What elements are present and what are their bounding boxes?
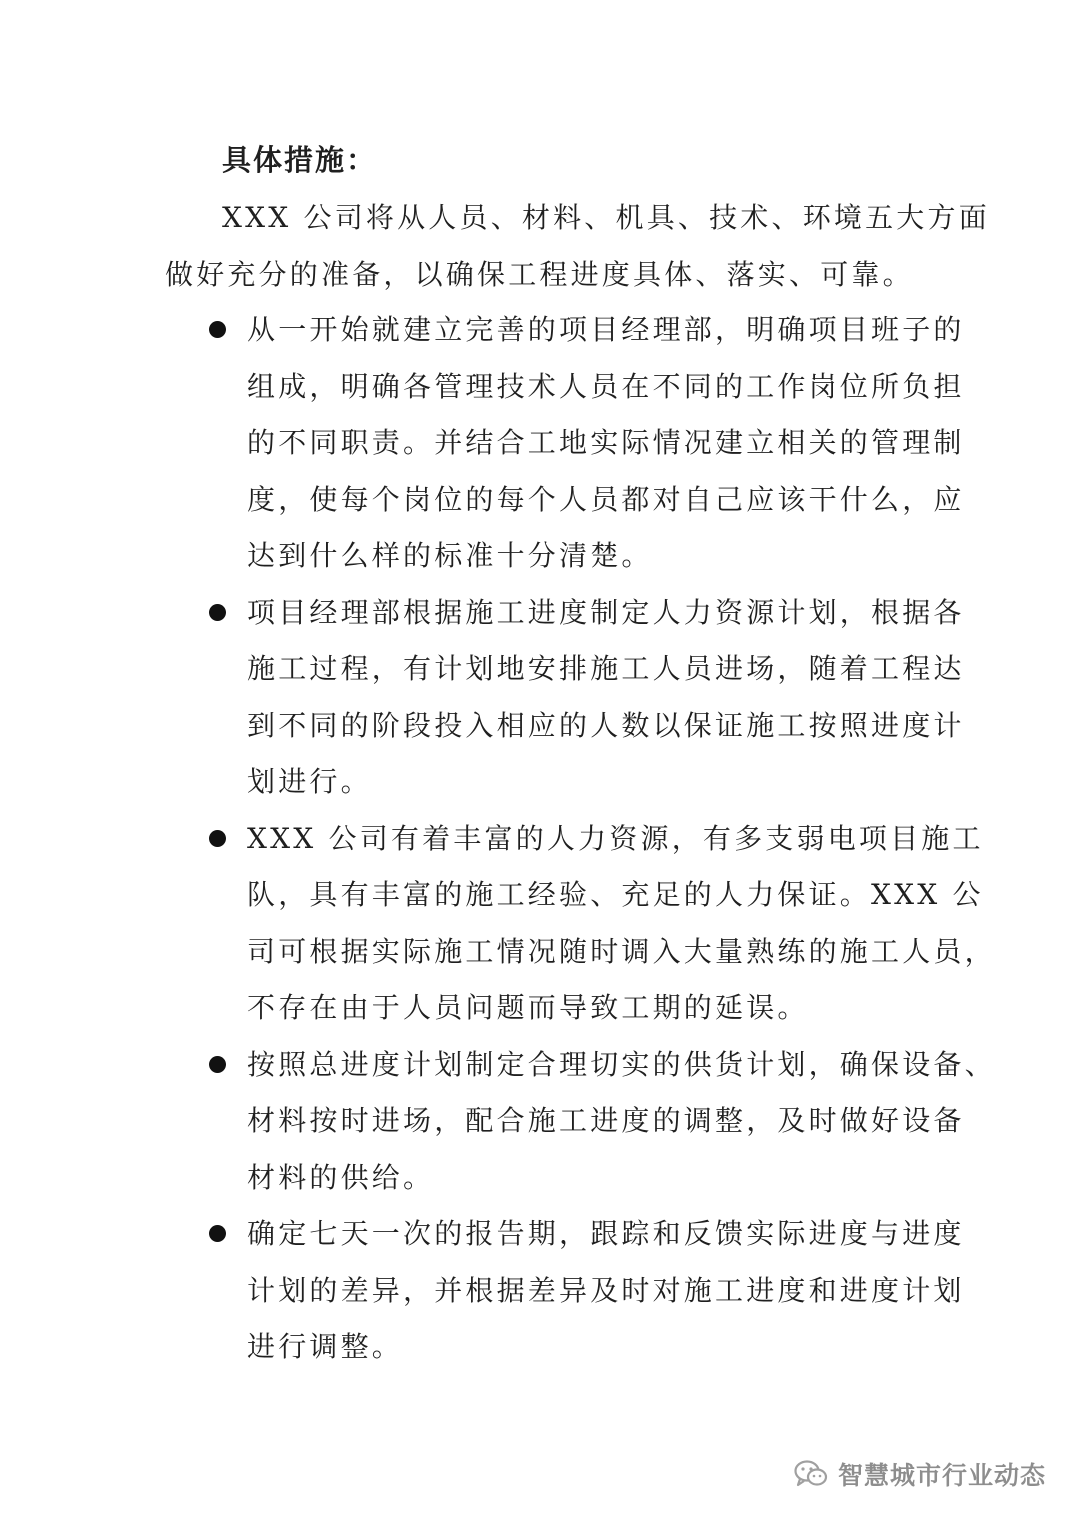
intro-line: XXX 公司将从人员、材料、机具、技术、环境五大方面 [222,201,990,234]
wechat-icon [794,1460,828,1488]
list-item-line: 组成，明确各管理技术人员在不同的工作岗位所负担 [247,369,965,403]
list-item-text [247,585,965,811]
list-item [205,811,996,1037]
list-item-line: XXX 公司有着丰富的人力资源，有多支弱电项目施工 [247,821,984,855]
intro-line: 做好充分的准备，以确保工程进度具体、落实、可靠。 [165,257,914,291]
list-item-line: 的不同职责。并结合工地实际情况建立相关的管理制 [247,426,965,459]
list-item [205,1037,996,1207]
list-item-text [247,1037,996,1207]
list-item-line: 度，使每个岗位的每个人员都对自己应该干什么，应 [247,482,965,516]
list-item-line: 材料按时进场，配合施工进度的调整，及时做好设备 [247,1104,965,1137]
list-item-line: 队，具有丰富的施工经验、充足的人力保证。XXX 公 [247,878,984,911]
list-item-line: 进行调整。 [247,1330,404,1363]
bullet-dot-icon [209,1056,226,1073]
list-item [205,585,965,811]
list-item-text [247,1206,965,1376]
list-item [205,302,965,585]
list-item-line: 施工过程，有计划地安排施工人员进场，随着工程达 [247,652,965,685]
intro-paragraph [165,190,990,303]
section-heading: 具体措施： [222,143,378,177]
list-item-line: 到不同的阶段投入相应的人数以保证施工按照进度计 [247,708,965,742]
bullet-dot-icon [209,1225,226,1242]
list-item-line: 材料的供给。 [247,1160,435,1194]
bullet-dot-icon [209,830,226,847]
list-item-line: 项目经理部根据施工进度制定人力资源计划，根据各 [247,595,965,629]
list-item-line: 按照总进度计划制定合理切实的供货计划，确保设备、 [247,1047,996,1081]
watermark-text: 智慧城市行业动态 [837,1461,1046,1490]
list-item-text [247,302,965,585]
list-item-line: 计划的差异，并根据差异及时对施工进度和进度计划 [247,1273,965,1307]
wechat-watermark [794,1456,1046,1492]
measures-list [205,302,996,1376]
list-item [205,1206,965,1376]
list-item-line: 不存在由于人员问题而导致工期的延误。 [247,991,809,1024]
list-item-line: 达到什么样的标准十分清楚。 [247,539,653,572]
list-item-line: 确定七天一次的报告期，跟踪和反馈实际进度与进度 [247,1217,965,1250]
bullet-dot-icon [209,321,226,338]
bullet-dot-icon [209,604,226,621]
list-item-text [247,811,996,1037]
list-item-line: 司可根据实际施工情况随时调入大量熟练的施工人员， [247,934,996,968]
list-item-line: 划进行。 [247,765,372,798]
list-item-line: 从一开始就建立完善的项目经理部，明确项目班子的 [247,313,965,346]
